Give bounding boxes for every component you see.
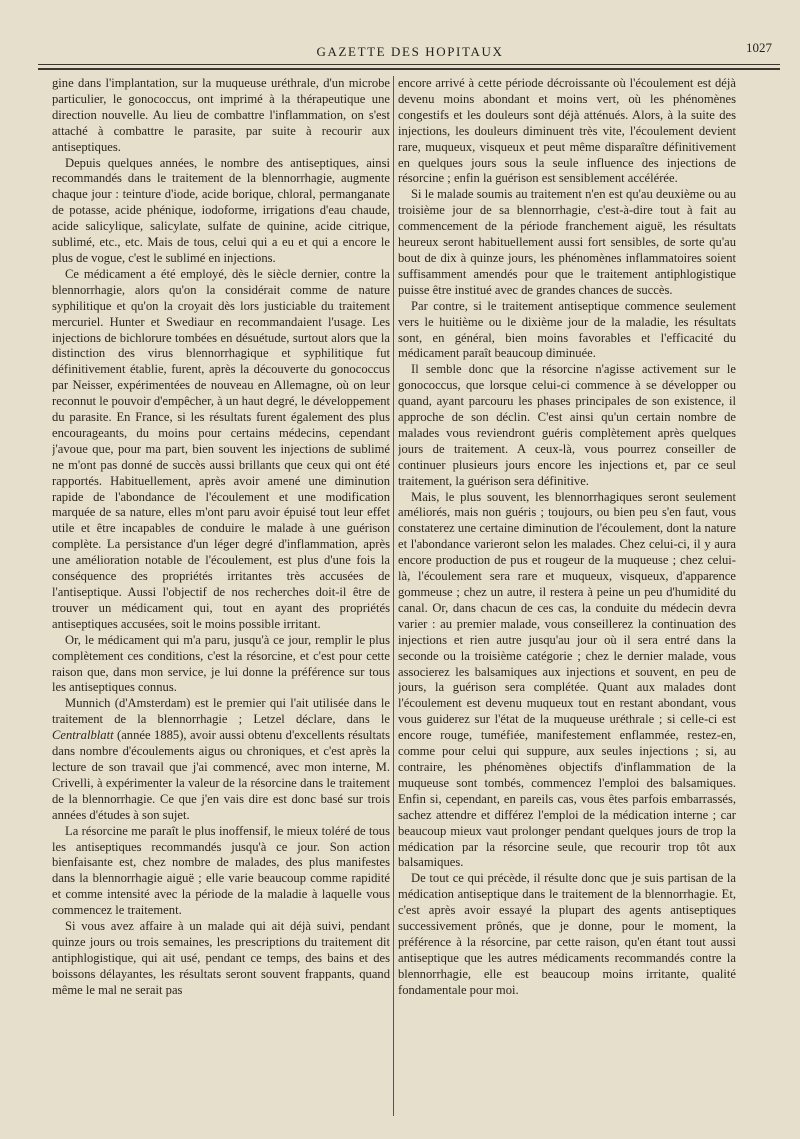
paragraph <box>52 696 390 823</box>
page-number: 1027 <box>746 40 772 55</box>
paragraph: Ce médicament a été employé, dès le siècle dernier, contre la blennorrhagie, alors qu'on la considérait comme de nature syphilitique et qu'on la croyait dès lors justiciable du traitement mercuriel. Hunter et Swediaur en recommandaient l'usage. Les injections de bichlorure tombées en désuétude, surtout alors que la distinction des virus blennorrhagique et syphilitique fut définitivement établie, furent, après la découverte du gonococcus par Neisser, expérimentées de nouveau en Allemagne, où on leur reconnut le pouvoir d'empêcher, à un haut degré, le développement du parasite. En France, si les résultats furent également des plus encourageants, du moins pour certains médecins, cependant j'avoue que, pour ma part, bien souvent les injections de sublimé ne m'ont pas donné de succès aussi brillants que ceux qui ont été rapportés. Habituellement, après avoir amené une diminution rapide de l'abondance de l'écoulement et une modification marquée de sa nature, elles m'ont paru avoir épuisé tout leur effet utile et être incapables de conduire le malade à une guérison complète. La persistance d'un léger degré d'inflammation, après une amélioration notable de l'écoulement, est plus d'une fois la conséquence des propriétés irritantes très accusées de l'antiseptique. Aussi l'objectif de nos recherches doit-il être de trouver un médicament qui, tout en ayant des propriétés antiseptiques accusées, soit le moins possible irritant. <box>52 266 390 631</box>
left-column <box>52 76 390 1116</box>
paragraph: gine dans l'implantation, sur la muqueuse uréthrale, d'un microbe particulier, le gonococcus, ont imprimé à la thérapeutique une direction nouvelle. Au lieu de combattre l'inflammation, on s'est attaché à combattre le parasite, par suite à recourir aux antiseptiques. <box>52 76 390 154</box>
header-rule-thin <box>38 64 780 65</box>
paragraph-text: (année 1885), avoir aussi obtenu d'excellents résultats dans nombre d'écoulements aigus ou chroniques, et c'est après la lecture de son travail que j'ai commencé, avec mon interne, M. Crivelli, à expérimenter la valeur de la résorcine dans le traitement de la blennorrhagie. Ce que j'en vais dire est donc basé sur trois années d'études à son sujet. <box>52 728 390 822</box>
paragraph: Si le malade soumis au traitement n'en est qu'au deuxième ou au troisième jour de sa blennorrhagie, c'est-à-dire tout à fait au commencement de la période franchement aiguë, les résultats heureux seront habituellement aussi fort sensibles, de sorte qu'au bout de dix à quinze jours, les phénomènes inflammatoires soient suffisamment amendés pour que le traitement antiphlogistique puisse être institué avec de grandes chances de succès. <box>398 187 736 297</box>
paragraph: Or, le médicament qui m'a paru, jusqu'à ce jour, remplir le plus complètement ces conditions, c'est la résorcine, et c'est pour cette raison que, dans mon service, je lui donne la préférence sur tous les antiseptiques connus. <box>52 632 390 695</box>
page-header <box>40 40 780 66</box>
paragraph: Si vous avez affaire à un malade qui ait déjà suivi, pendant quinze jours ou trois semaines, les prescriptions du traitement dit antiphlogistique, qui ait usé, pendant ce temps, des bains et des boissons délayantes, les résultats seront souvent frappants, quand même le mal ne serait pas <box>52 919 390 997</box>
paragraph-text: Munnich (d'Amsterdam) est le premier qui l'ait utilisée dans le traitement de la blennorrhagie ; Letzel déclare, dans le <box>52 696 390 727</box>
paragraph: Par contre, si le traitement antiseptique commence seulement vers le huitième ou le dixième jour de la maladie, les résultats sont, en général, bien moins favorables et l'efficacité du médicament paraît beaucoup diminuée. <box>398 298 736 361</box>
paragraph: Il semble donc que la résorcine n'agisse activement sur le gonococcus, que lorsque celui-ci commence à se développer ou quand, ayant parcouru les phases principales de son existence, il approche de son déclin. C'est ainsi qu'un certain nombre de malades vous reviendront guéris complètement après quelques jours de traitement. A ceux-là, vous pourrez conseiller de continuer plusieurs jours encore les injections et, par ce seul traitement, la guérison sera définitive. <box>398 362 736 488</box>
journal-name: Centralblatt <box>52 728 114 743</box>
header-rule-thick <box>38 68 780 70</box>
column-divider <box>393 76 394 1116</box>
paragraph: encore arrivé à cette période décroissante où l'écoulement est déjà devenu moins abondant et moins vert, où les phénomènes congestifs et les douleurs sont déjà atténués. Alors, à la suite des injections, les douleurs diminuent très vite, l'écoulement devient rare, muqueux, visqueux et peut même disparaître définitivement en quelques jours sous la seule influence des injections de résorcine ; enfin la guérison est sensiblement accélérée. <box>398 76 736 186</box>
paragraph: Depuis quelques années, le nombre des antiseptiques, ainsi recommandés dans le traitement de la blennorrhagie, augmente chaque jour : teinture d'iode, acide borique, chloral, permanganate de potasse, acide phénique, iodoforme, irrigations d'eau chaude, acide salicylique, salicylate, sulfate de quinine, acide citrique, sublimé, etc., etc. Mais de tous, celui qui a eu et qui a encore le plus de vogue, c'est le sublimé en injections. <box>52 155 390 265</box>
right-column <box>398 76 736 1116</box>
paragraph: La résorcine me paraît le plus inoffensif, le mieux toléré de tous les antiseptiques recommandés jusqu'à ce jour. Son action bienfaisante est, chez nombre de malades, des plus manifestes dans la blennorrhagie aiguë ; elle varie beaucoup comme rapidité et comme intensité avec la période de la maladie à laquelle vous commencez le traitement. <box>52 823 390 918</box>
paragraph: Mais, le plus souvent, les blennorrhagiques seront seulement améliorés, mais non guéris ; toujours, ou bien peu s'en faut, vous constaterez une certaine diminution de l'écoulement, dont la nature et l'abondance varieront selon les malades. Chez celui-ci, il y aura encore production de pus et rougeur de la muqueuse ; chez celui-là, l'écoulement sera rare et muqueux, visqueux, d'apparence gommeuse ; chez un autre, il restera à peine un peu d'humidité du canal. Or, dans chacun de ces cas, la conduite du médecin devra varier : au premier malade, vous conseillerez la continuation des injections et rien autre jusqu'au jour où il sera entré dans la seconde ou la troisième catégorie ; chez le dernier malade, vous associerez les balsamiques aux injections et souvent, en peu de jours, la guérison sera complétée. Quant aux malades dont l'écoulement est devenu muqueux tout en restant abondant, vous vous guiderez sur l'état de la muqueuse uréthrale ; si celle-ci est encore rouge, tuméfiée, manifestement enflammée, restez-en, comme pour celui qui suppure, aux seules injections ; si, au contraire, les phénomènes objectifs d'inflammation de la muqueuse sont tombés, commencez l'emploi des balsamiques. Enfin si, cependant, en pareils cas, vous êtes parfois embarrassés, sachez attendre et différez l'emploi de la médication interne ; car beaucoup mieux vaut prolonger pendant quelques jours de trop la médication par la résorcine seule, que recourir trop tôt aux balsamiques. <box>398 489 736 870</box>
journal-title: GAZETTE DES HOPITAUX <box>316 44 504 59</box>
paragraph: De tout ce qui précède, il résulte donc que je suis partisan de la médication antiseptique dans le traitement de la blennorrhagie. Et, c'est après avoir essayé la plupart des agents antiseptiques successivement prônés, que je donne, pour le moment, la préférence à la résorcine, par cette raison, qu'en étant tout aussi antiseptique que les autres médicaments recommandés contre la blennorrhagie, elle est beaucoup moins irritante, qualité fondamentale pour moi. <box>398 871 736 997</box>
